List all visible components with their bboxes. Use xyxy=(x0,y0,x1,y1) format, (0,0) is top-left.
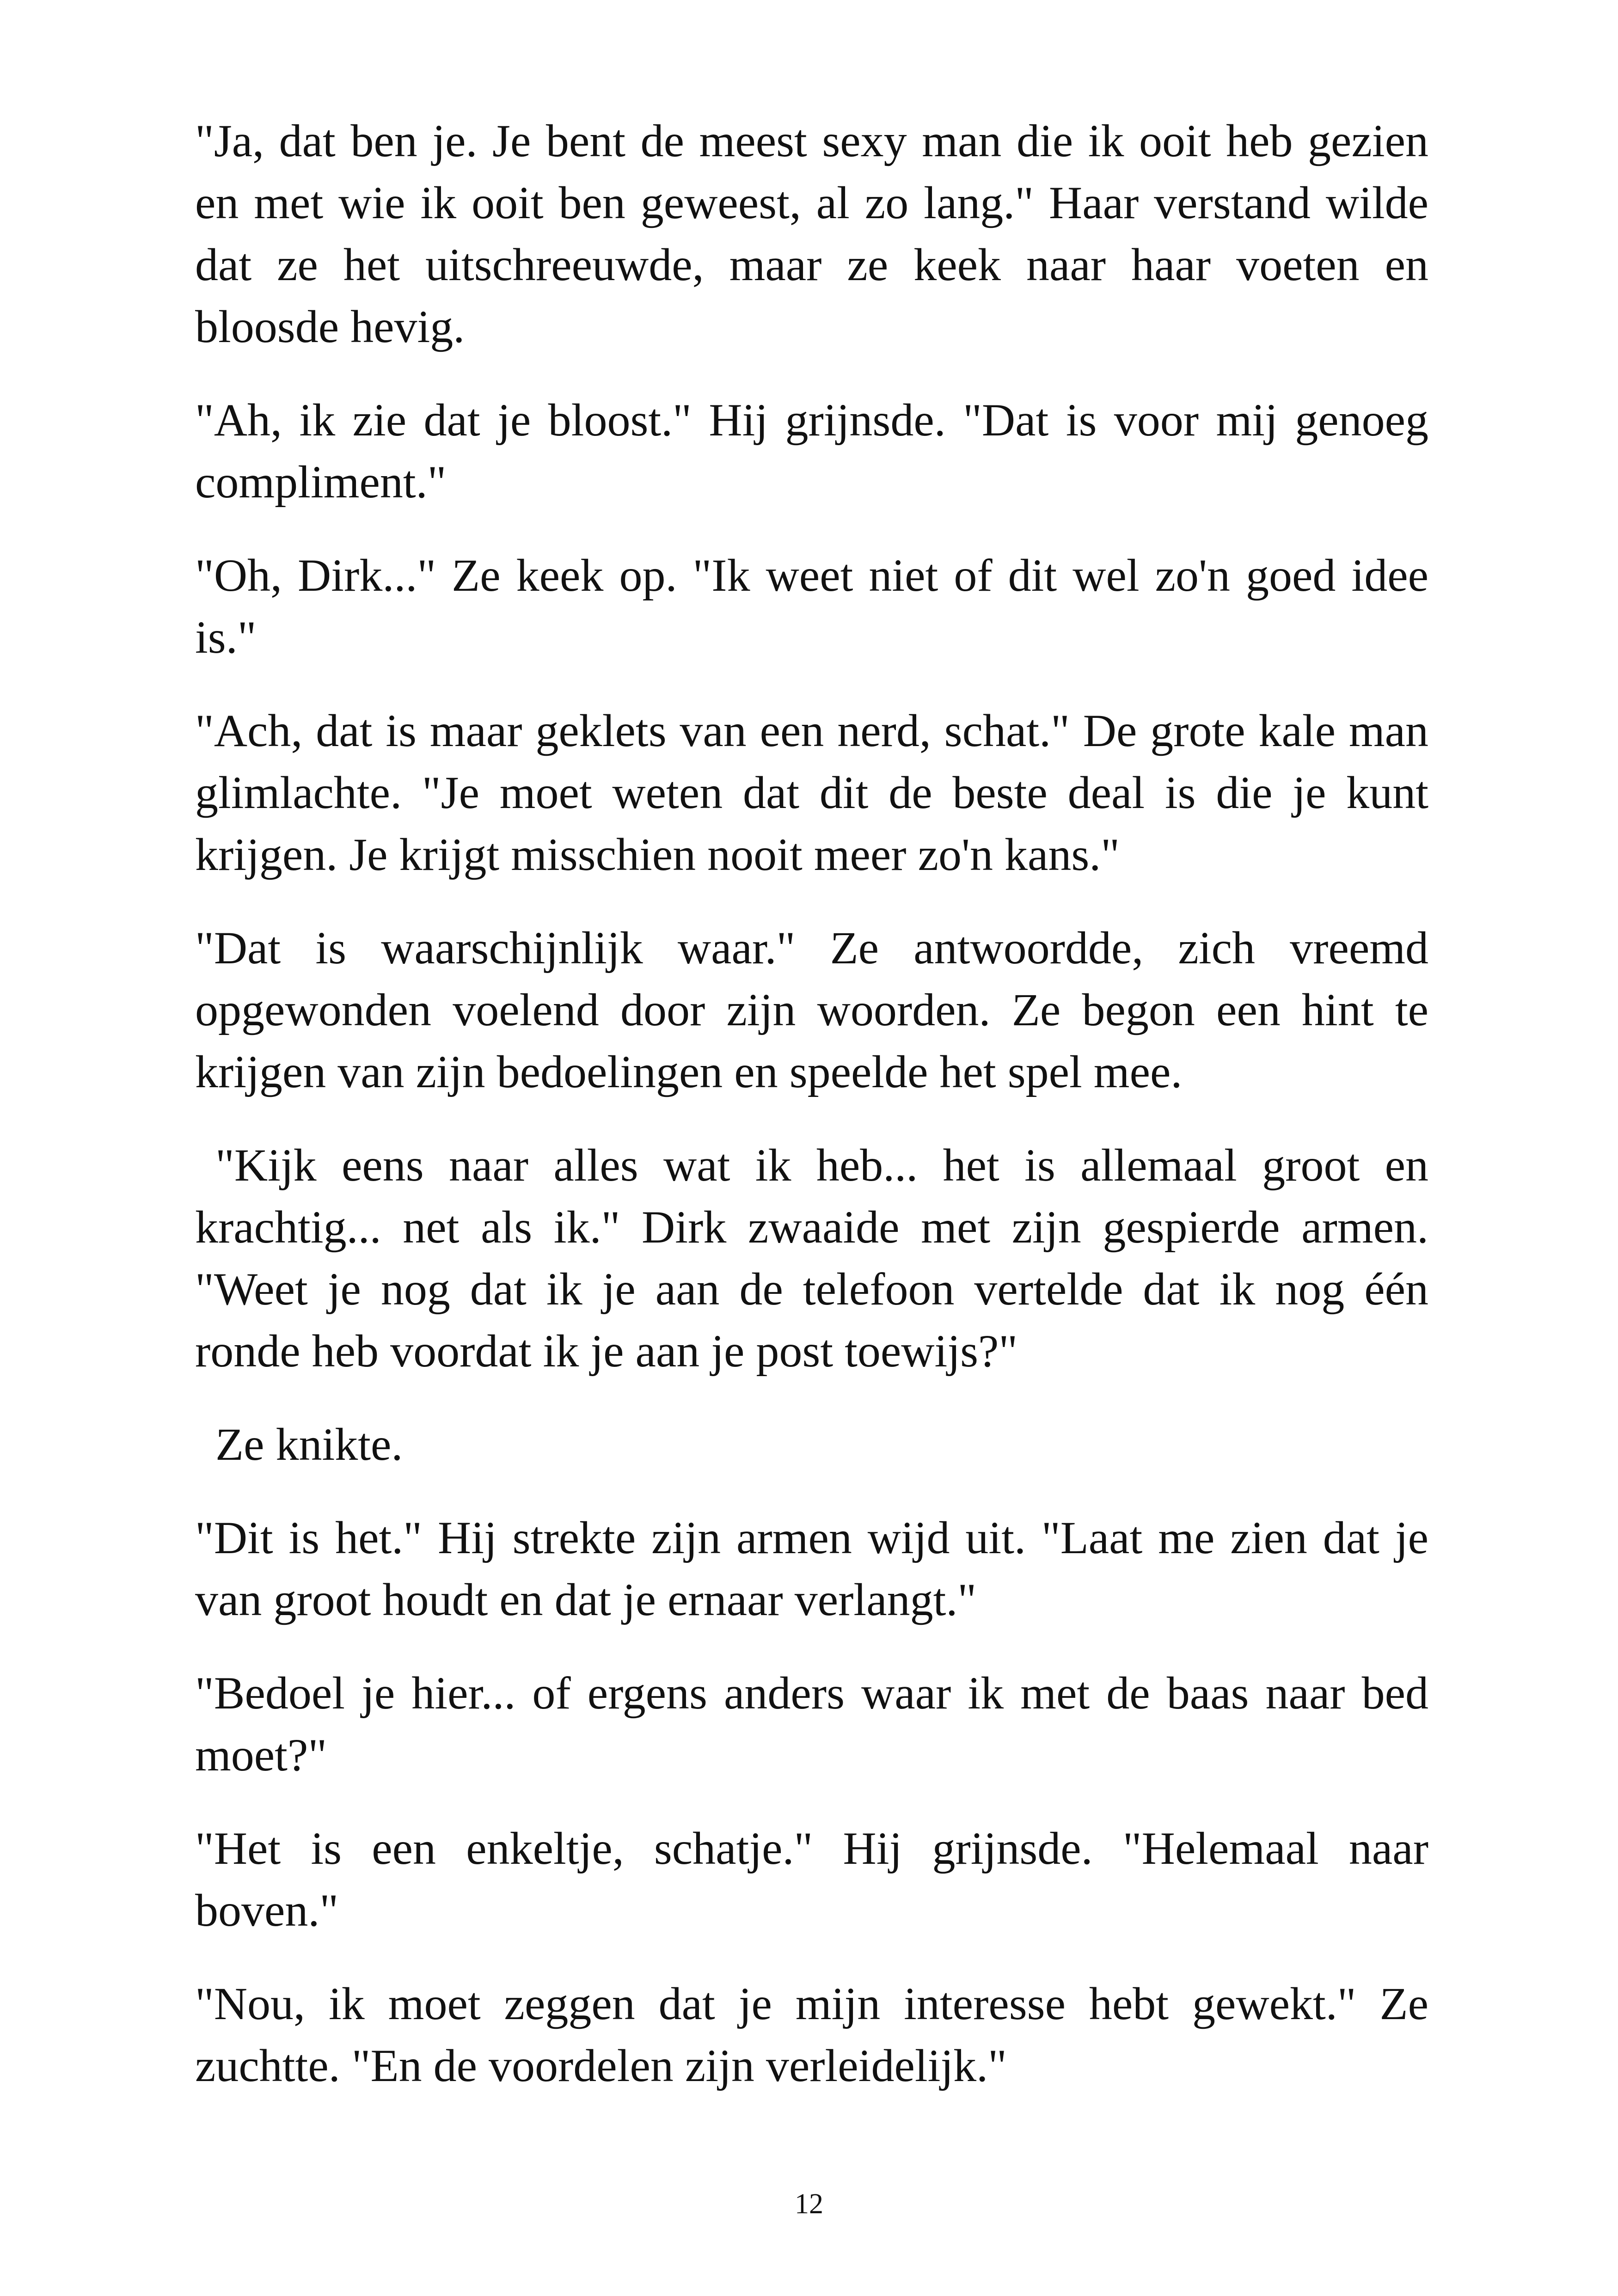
paragraph-8: "Dit is het." Hij strekte zijn armen wijd uit. "Laat me zien dat je van groot houdt en dat je ernaar verlangt." xyxy=(195,1512,1428,1625)
paragraph-4: "Ach, dat is maar geklets van een nerd, schat." De grote kale man glimlachte. "Je moet weten dat dit de beste deal is die je kunt krijgen. Je krijgt misschien nooit meer zo'n kans." xyxy=(195,705,1428,880)
paragraph-7: Ze knikte. xyxy=(215,1419,403,1470)
paragraph-6: "Kijk eens naar alles wat ik heb... het is allemaal groot en krachtig... net als ik." Dirk zwaaide met zijn gespierde armen. "Weet je nog dat ik je aan de telefoon vertelde dat ik nog één ronde heb voordat ik je aan je post toewijs?" xyxy=(195,1139,1428,1377)
page-number: 12 xyxy=(795,2188,823,2220)
paragraph-1: "Ja, dat ben je. Je bent de meest sexy man die ik ooit heb gezien en met wie ik ooit ben geweest, al zo lang." Haar verstand wilde dat ze het uitschreeuwde, maar ze keek naar haar voeten en bloosde hevig. xyxy=(195,115,1428,352)
paragraph-9: "Bedoel je hier... of ergens anders waar ik met de baas naar bed moet?" xyxy=(195,1667,1428,1781)
page-text xyxy=(195,110,1428,2128)
paragraph-11: "Nou, ik moet zeggen dat je mijn interesse hebt gewekt." Ze zuchtte. "En de voordelen zijn verleidelijk." xyxy=(195,1978,1428,2091)
paragraph-5: "Dat is waarschijnlijk waar." Ze antwoordde, zich vreemd opgewonden voelend door zijn woorden. Ze begon een hint te krijgen van zijn bedoelingen en speelde het spel mee. xyxy=(195,922,1428,1097)
paragraph-2: "Ah, ik zie dat je bloost." Hij grijnsde. "Dat is voor mij genoeg compliment." xyxy=(195,394,1428,508)
paragraph-10: "Het is een enkeltje, schatje." Hij grijnsde. "Helemaal naar boven." xyxy=(195,1823,1428,1936)
paragraph-3: "Oh, Dirk..." Ze keek op. "Ik weet niet of dit wel zo'n goed idee is." xyxy=(195,550,1428,663)
